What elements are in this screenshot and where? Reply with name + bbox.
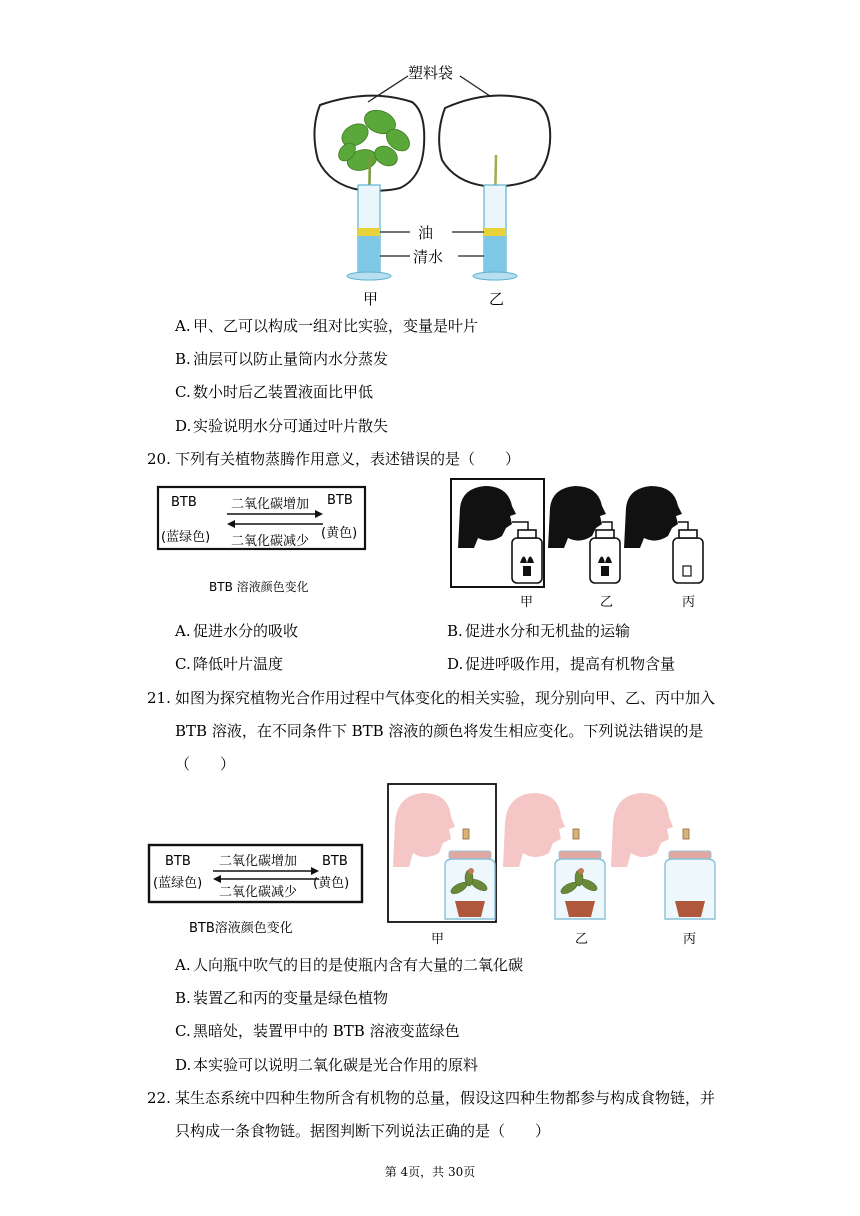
q22-stem-line2: 只构成一条食物链。据图判断下列说法正确的是（ ） <box>175 1122 551 1140</box>
q20-bottles-figure <box>450 478 720 613</box>
q21-stem-line3: （ ） <box>175 755 236 773</box>
q21-label-jia: 甲 <box>431 932 445 947</box>
q21-btb-left: BTB <box>165 854 191 869</box>
q21-arrow-bottom: 二氧化碳减少 <box>219 885 298 900</box>
q21-option-b: B. 装置乙和丙的变量是绿色植物 <box>175 989 389 1007</box>
q21-btb-left-color: (蓝绿色) <box>153 876 203 891</box>
plastic-bag-label: 塑料袋 <box>408 64 454 82</box>
q20-option-c: C. 降低叶片温度 <box>175 655 284 673</box>
q21-arrow-top: 二氧化碳增加 <box>219 854 298 869</box>
q21-caption: BTB溶液颜色变化 <box>189 921 293 936</box>
q20-btb-figure <box>155 482 370 602</box>
oil-label: 油 <box>418 224 434 242</box>
q21-option-c: C. 黑暗处，装置甲中的 BTB 溶液变蓝绿色 <box>175 1022 460 1040</box>
q21-btb-figure <box>147 843 367 938</box>
q21-label-bing: 丙 <box>683 932 697 947</box>
q21-bottles-figure <box>387 783 717 948</box>
q20-btb-right: BTB <box>327 493 353 508</box>
q20-arrow-bottom: 二氧化碳减少 <box>231 534 310 549</box>
q22-stem-line1: 22. 某生态系统中四种生物所含有机物的总量，假设这四种生物都参与构成食物链，并 <box>147 1089 716 1107</box>
q20-bottles-drawing <box>450 478 720 590</box>
q20-label-jia: 甲 <box>520 595 534 610</box>
q20-btb-left: BTB <box>171 495 197 510</box>
q21-bottles-drawing <box>387 783 717 925</box>
q21-option-a: A. 人向瓶中吹气的目的是使瓶内含有大量的二氧化碳 <box>175 956 524 974</box>
q20-btb-right-color: (黄色) <box>321 526 358 541</box>
q21-stem-line2: BTB 溶液，在不同条件下 BTB 溶液的颜色将发生相应变化。下列说法错误的是 <box>175 722 704 740</box>
q19-option-c: C. 数小时后乙装置液面比甲低 <box>175 383 374 401</box>
q21-option-d: D. 本实验可以说明二氧化碳是光合作用的原料 <box>175 1056 479 1074</box>
label-yi: 乙 <box>489 290 505 308</box>
q21-stem-line1: 21. 如图为探究植物光合作用过程中气体变化的相关实验，现分别向甲、乙、丙中加入 <box>147 689 716 707</box>
q20-caption: BTB 溶液颜色变化 <box>209 580 309 594</box>
q20-label-bing: 丙 <box>682 595 696 610</box>
water-label: 清水 <box>413 248 444 266</box>
q19-option-a: A. 甲、乙可以构成一组对比实验，变量是叶片 <box>175 317 479 335</box>
q20-stem: 20. 下列有关植物蒸腾作用意义，表述错误的是（ ） <box>147 450 521 468</box>
transpiration-figure <box>300 60 570 310</box>
q20-option-a: A. 促进水分的吸收 <box>175 622 299 640</box>
q20-option-d: D. 促进呼吸作用，提高有机物含量 <box>447 655 676 673</box>
label-jia: 甲 <box>363 290 379 308</box>
q19-option-d: D. 实验说明水分可通过叶片散失 <box>175 417 389 435</box>
q21-label-yi: 乙 <box>575 932 589 947</box>
q21-btb-right-color: (黄色) <box>313 876 350 891</box>
q20-option-b: B. 促进水分和无机盐的运输 <box>447 622 631 640</box>
q20-arrow-top: 二氧化碳增加 <box>231 497 310 512</box>
q19-option-b: B. 油层可以防止量筒内水分蒸发 <box>175 350 389 368</box>
transpiration-drawing <box>300 60 570 310</box>
q21-btb-right: BTB <box>322 854 348 869</box>
q20-btb-left-color: (蓝绿色) <box>161 530 211 545</box>
q20-label-yi: 乙 <box>600 595 614 610</box>
page-footer: 第 4页，共 30页 <box>384 1165 476 1179</box>
